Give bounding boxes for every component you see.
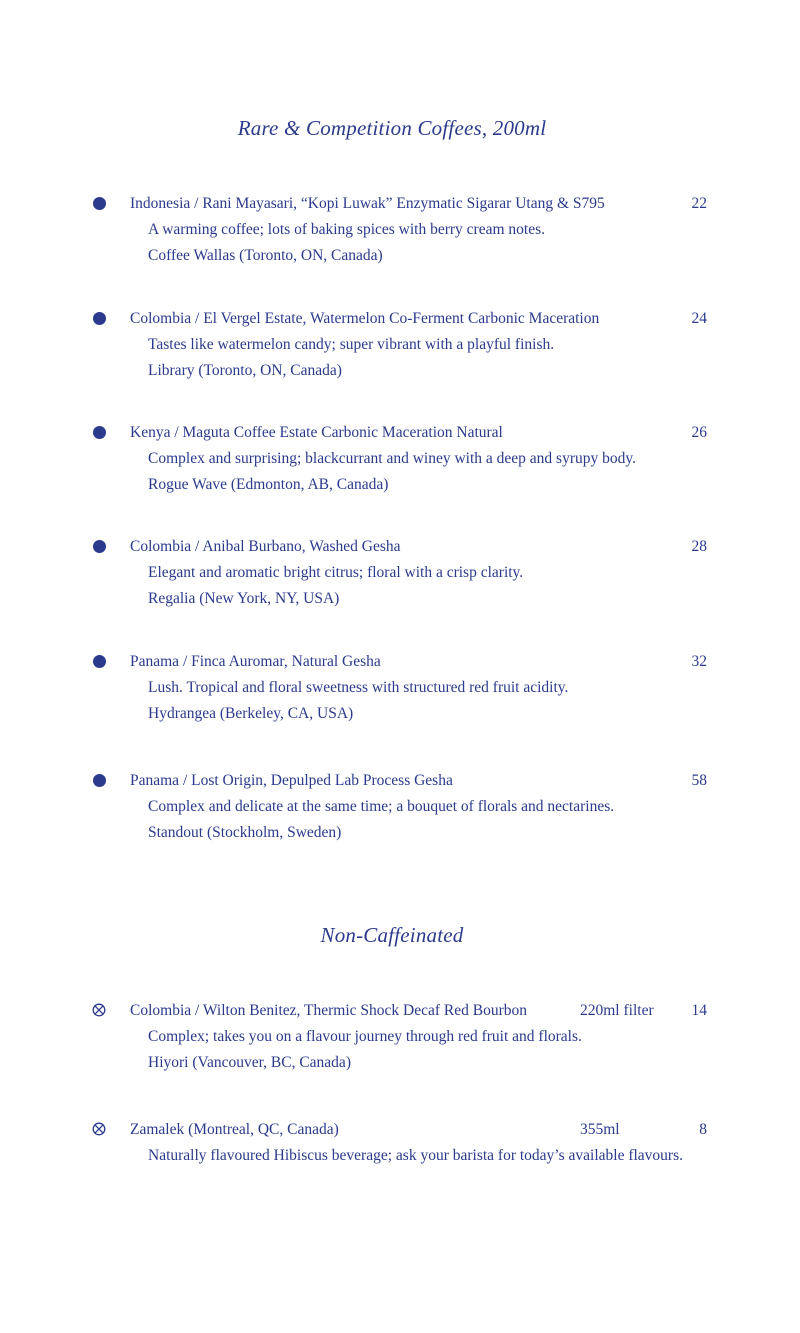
item-name: Colombia / El Vergel Estate, Watermelon Co-Ferment Carbonic Maceration	[130, 310, 600, 327]
item-description: A warming coffee; lots of baking spices with berry cream notes.	[148, 221, 546, 238]
item-roaster: Coffee Wallas (Toronto, ON, Canada)	[148, 247, 383, 264]
item-price: 26	[691, 424, 707, 441]
circled-x-icon	[92, 1003, 106, 1017]
item-size: 220ml filter	[580, 1002, 654, 1019]
item-name: Panama / Lost Origin, Depulped Lab Process Gesha	[130, 772, 453, 789]
item-size: 355ml	[580, 1121, 620, 1138]
item-description: Elegant and aromatic bright citrus; floral with a crisp clarity.	[148, 564, 524, 581]
section-title-non-caffeinated: Non-Caffeinated	[320, 923, 464, 947]
filled-circle-icon	[93, 655, 106, 668]
item-roaster: Standout (Stockholm, Sweden)	[148, 824, 342, 841]
filled-circle-icon	[93, 540, 106, 553]
item-price: 22	[691, 195, 707, 212]
filled-circle-icon	[93, 426, 106, 439]
item-description: Complex and delicate at the same time; a bouquet of florals and nectarines.	[148, 798, 615, 815]
item-description: Complex and surprising; blackcurrant and winey with a deep and syrupy body.	[148, 450, 636, 467]
item-roaster: Hydrangea (Berkeley, CA, USA)	[148, 705, 354, 722]
item-description: Lush. Tropical and floral sweetness with structured red fruit acidity.	[148, 679, 569, 696]
item-description: Complex; takes you on a flavour journey through red fruit and florals.	[148, 1028, 582, 1045]
item-price: 32	[691, 653, 707, 670]
filled-circle-icon	[93, 197, 106, 210]
item-price: 8	[699, 1121, 707, 1138]
item-price: 24	[691, 310, 707, 327]
item-name: Colombia / Anibal Burbano, Washed Gesha	[130, 538, 401, 555]
item-roaster: Hiyori (Vancouver, BC, Canada)	[148, 1054, 351, 1071]
item-price: 58	[691, 772, 707, 789]
item-name: Zamalek (Montreal, QC, Canada)	[130, 1121, 339, 1138]
item-name: Panama / Finca Auromar, Natural Gesha	[130, 653, 381, 670]
item-name: Colombia / Wilton Benitez, Thermic Shock Decaf Red Bourbon	[130, 1002, 527, 1019]
item-roaster: Regalia (New York, NY, USA)	[148, 590, 340, 607]
item-description: Naturally flavoured Hibiscus beverage; ask your barista for today’s available flavours.	[148, 1147, 683, 1164]
item-roaster: Rogue Wave (Edmonton, AB, Canada)	[148, 476, 389, 493]
item-roaster: Library (Toronto, ON, Canada)	[148, 362, 342, 379]
filled-circle-icon	[93, 312, 106, 325]
item-description: Tastes like watermelon candy; super vibrant with a playful finish.	[148, 336, 555, 353]
item-name: Indonesia / Rani Mayasari, “Kopi Luwak” Enzymatic Sigarar Utang & S795	[130, 195, 605, 212]
circled-x-icon	[92, 1122, 106, 1136]
section-title-rare-competition: Rare & Competition Coffees, 200ml	[237, 116, 547, 140]
item-name: Kenya / Maguta Coffee Estate Carbonic Maceration Natural	[130, 424, 503, 441]
item-price: 14	[691, 1002, 707, 1019]
item-price: 28	[691, 538, 707, 555]
filled-circle-icon	[93, 774, 106, 787]
